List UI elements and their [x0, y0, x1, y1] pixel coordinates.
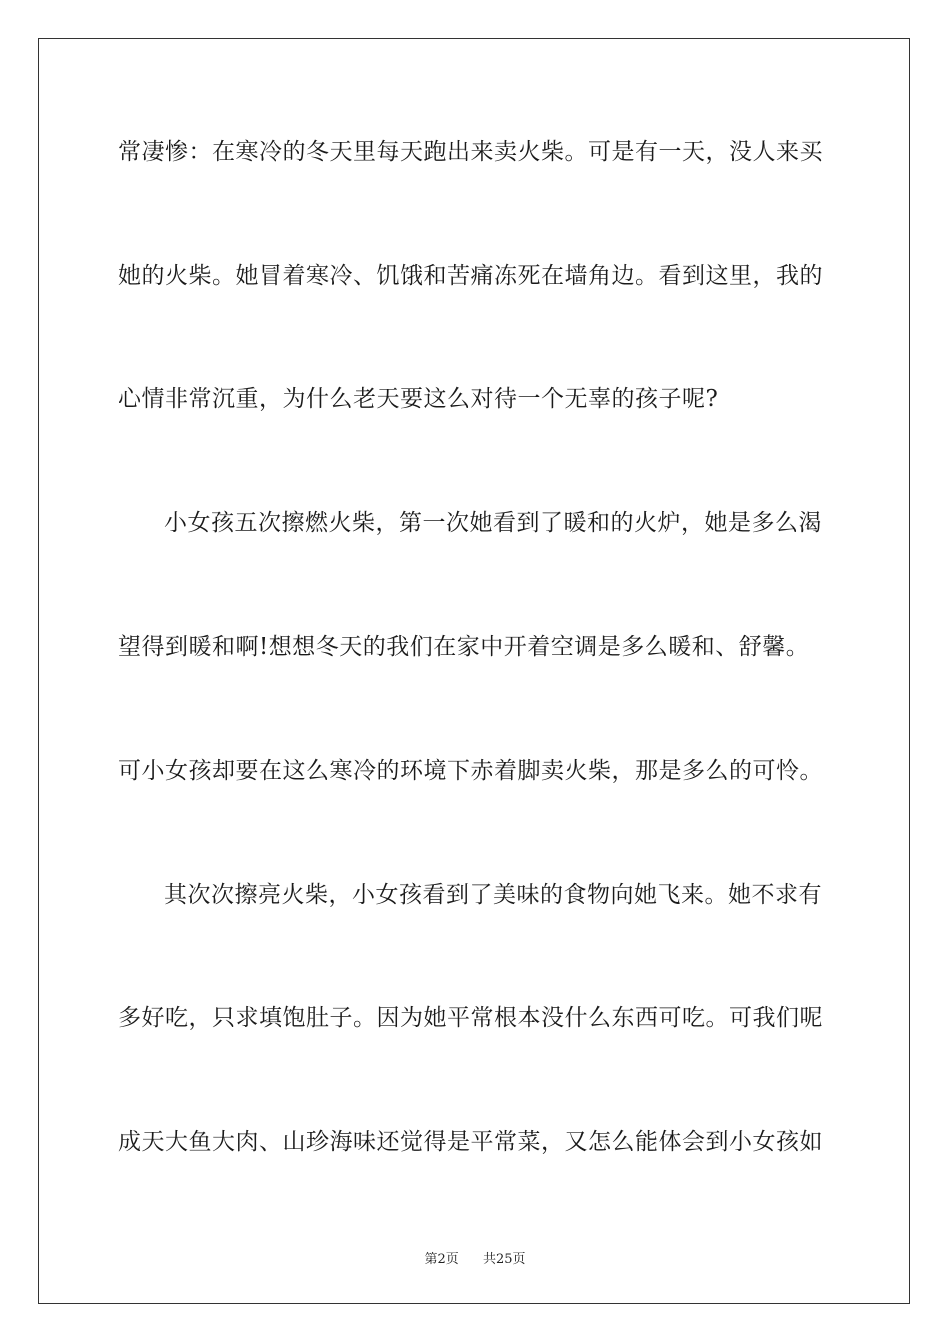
- text-line-2: 她的火柴。她冒着寒冷、饥饿和苦痛冻死在墙角边。看到这里，我的: [118, 263, 823, 289]
- text-line-9: 成天大鱼大肉、山珍海味还觉得是平常菜，又怎么能体会到小女孩如: [118, 1129, 823, 1155]
- page-number: 第2页: [424, 1252, 459, 1267]
- text-line-1: 常凄惨：在寒冷的冬天里每天跑出来卖火柴。可是有一天，没人来买: [118, 139, 823, 165]
- text-line-6: 可小女孩却要在这么寒冷的环境下赤着脚卖火柴，那是多么的可怜。: [118, 758, 823, 784]
- page-footer: [0, 1248, 950, 1267]
- text-line-3: 心情非常沉重，为什么老天要这么对待一个无辜的孩子呢?: [118, 386, 719, 412]
- page-total: 共25页: [483, 1252, 526, 1267]
- text-line-4: 小女孩五次擦燃火柴，第一次她看到了暖和的火炉，她是多么渴: [164, 510, 822, 536]
- text-line-8: 多好吃，只求填饱肚子。因为她平常根本没什么东西可吃。可我们呢: [118, 1005, 823, 1031]
- text-line-7: 其次次擦亮火柴，小女孩看到了美味的食物向她飞来。她不求有: [164, 882, 822, 908]
- text-line-5: 望得到暖和啊!想想冬天的我们在家中开着空调是多么暖和、舒馨。: [118, 634, 810, 660]
- page-frame: [38, 38, 910, 1304]
